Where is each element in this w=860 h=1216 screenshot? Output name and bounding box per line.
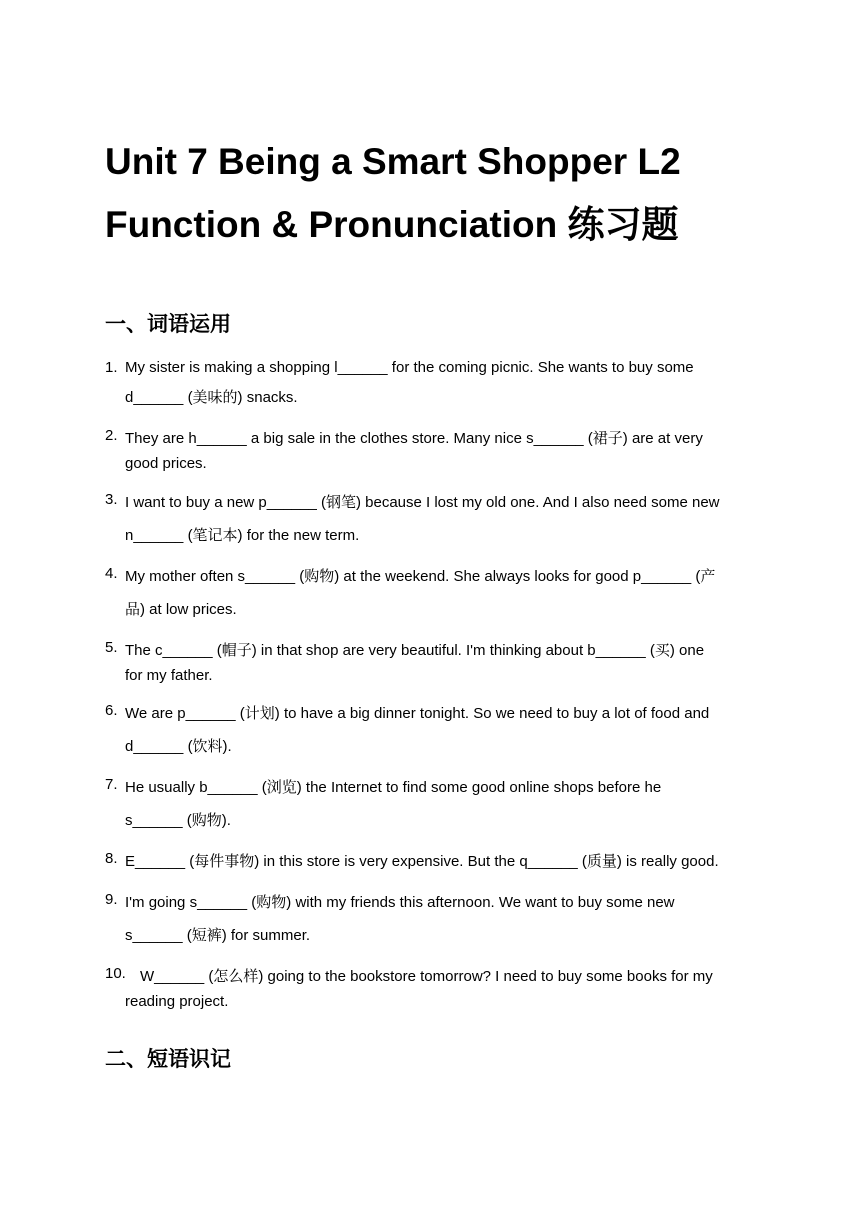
question-number: 10.	[105, 965, 126, 982]
question-number: 7.	[105, 776, 118, 793]
section-heading-phrases: 二、短语识记	[105, 1047, 231, 1071]
document-title-line-1: Unit 7 Being a Smart Shopper L2	[105, 141, 681, 182]
question-number: 4.	[105, 565, 118, 582]
question-text-line: s______ (短裤) for summer.	[125, 927, 311, 944]
question-text-line: I want to buy a new p______ (钢笔) because I lost my old one. And I also need some new	[125, 494, 720, 511]
section-heading-vocabulary: 一、词语运用	[105, 312, 231, 336]
question-text-line: W______ (怎么样) going to the bookstore tomorrow? I need to buy some books for my	[140, 968, 713, 985]
question-text-line: My sister is making a shopping l______ for the coming picnic. She wants to buy some	[125, 359, 694, 376]
question-text-line: for my father.	[125, 667, 213, 684]
question-text-line: 品) at low prices.	[125, 601, 237, 618]
question-text-line: d______ (饮料).	[125, 738, 232, 755]
question-number: 2.	[105, 427, 118, 444]
document-title-line-2: Function & Pronunciation 练习题	[105, 204, 679, 245]
question-number: 5.	[105, 639, 118, 656]
question-text-line: good prices.	[125, 455, 207, 472]
question-text-line: d______ (美味的) snacks.	[125, 389, 298, 406]
question-text-line: We are p______ (计划) to have a big dinner tonight. So we need to buy a lot of food and	[125, 705, 710, 722]
question-text-line: My mother often s______ (购物) at the weekend. She always looks for good p______ (产	[125, 568, 716, 585]
question-text-line: I'm going s______ (购物) with my friends this afternoon. We want to buy some new	[125, 894, 675, 911]
question-text-line: E______ (每件事物) in this store is very expensive. But the q______ (质量) is really good.	[125, 853, 719, 870]
question-text-line: He usually b______ (浏览) the Internet to find some good online shops before he	[125, 779, 662, 796]
question-number: 1.	[105, 359, 118, 376]
question-number: 3.	[105, 491, 118, 508]
question-text-line: reading project.	[125, 993, 229, 1010]
question-number: 8.	[105, 850, 118, 867]
question-text-line: s______ (购物).	[125, 812, 231, 829]
question-number: 6.	[105, 702, 118, 719]
question-number: 9.	[105, 891, 118, 908]
question-text-line: The c______ (帽子) in that shop are very beautiful. I'm thinking about b______ (买) one	[125, 642, 705, 659]
question-text-line: They are h______ a big sale in the clothes store. Many nice s______ (裙子) are at very	[125, 430, 703, 447]
question-text-line: n______ (笔记本) for the new term.	[125, 527, 360, 544]
